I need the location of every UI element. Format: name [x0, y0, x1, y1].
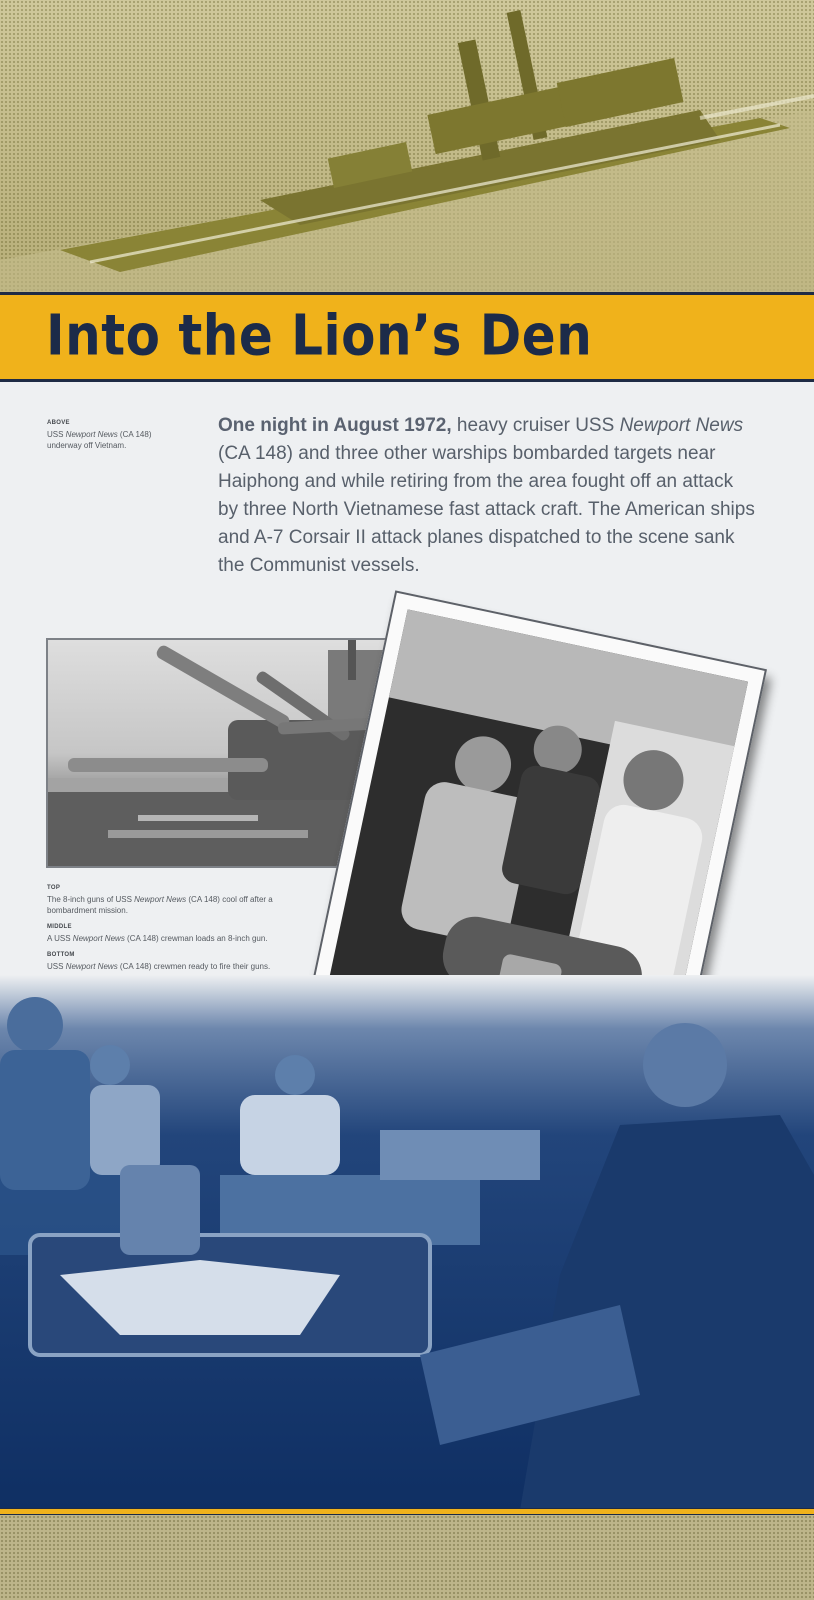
caption-bottom: [47, 950, 297, 972]
caption-above-ship: Newport News: [65, 430, 118, 439]
cruiser-underway-photo: [0, 0, 814, 292]
caption-above-text-after: (CA 148) underway off Vietnam.: [47, 430, 152, 450]
caption-top-text-after: (CA 148) cool off after a bombardment mission.: [47, 895, 273, 915]
caption-top-text-before: The 8-inch guns of USS: [47, 895, 135, 904]
fire-control-crew-photo: [0, 975, 814, 1510]
caption-middle-label: MIDDLE: [47, 924, 72, 930]
caption-above-text-before: USS: [47, 430, 66, 439]
intro-lead: One night in August 1972,: [218, 415, 452, 436]
caption-bottom-text-after: (CA 148) crewmen ready to fire their guns.: [117, 962, 271, 971]
caption-bottom-text-before: USS: [47, 962, 66, 971]
intro-ship-name: Newport News: [619, 415, 744, 436]
intro-part2: (CA 148) and three other warships bombarded targets near Haiphong and while retiring from the area fought off an attack by three North Vietnamese fast attack craft. The American ships and A-7 Corsair II attack planes dispatched to the scene sank the Communist vessels.: [218, 443, 755, 576]
caption-top: [47, 883, 297, 916]
page-title: Into the Lion’s Den: [46, 303, 593, 368]
caption-above-label: ABOVE: [47, 420, 70, 426]
photo-captions: [47, 883, 297, 978]
caption-middle-text-after: (CA 148) crewman loads an 8-inch gun.: [124, 934, 268, 943]
footer-texture: [0, 1515, 814, 1600]
caption-bottom-ship: Newport News: [65, 962, 118, 971]
intro-paragraph: [218, 412, 758, 580]
title-banner: [0, 292, 814, 382]
caption-middle-ship: Newport News: [72, 934, 125, 943]
caption-middle-text-before: A USS: [47, 934, 73, 943]
footer-divider: [0, 1508, 814, 1515]
caption-middle: [47, 922, 297, 944]
caption-top-label: TOP: [47, 885, 61, 891]
intro-part1: heavy cruiser USS: [451, 415, 620, 436]
caption-above: [47, 418, 187, 451]
caption-bottom-label: BOTTOM: [47, 952, 75, 958]
caption-top-ship: Newport News: [134, 895, 187, 904]
